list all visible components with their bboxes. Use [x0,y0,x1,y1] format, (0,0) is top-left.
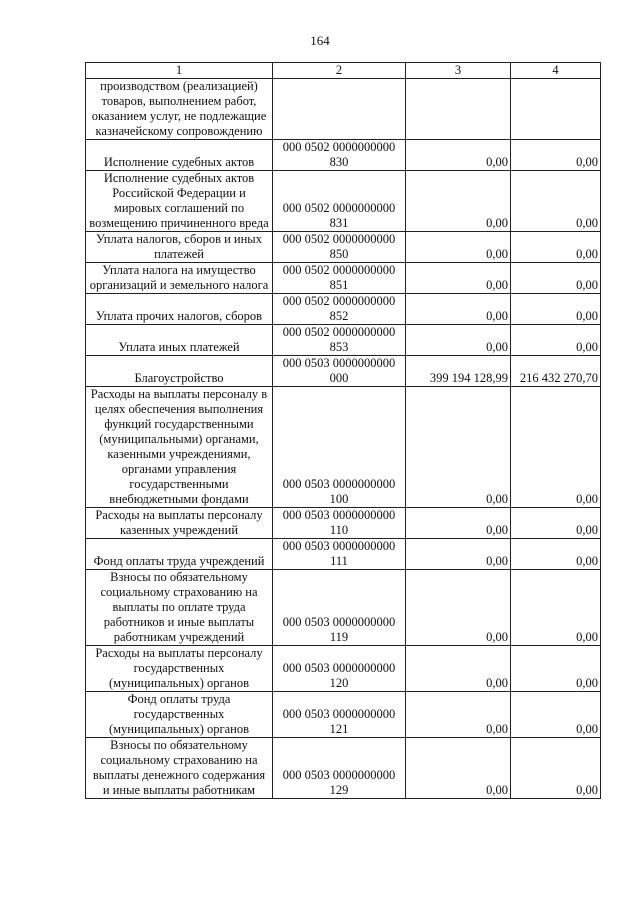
row-value-col3-cell: 0,00 [406,294,511,325]
table-row [86,508,601,539]
row-value-col4-cell: 0,00 [511,570,601,646]
row-name-cell: Взносы по обязательному социальному страхованию на выплаты денежного содержания и иные выплаты работникам [86,738,273,799]
row-value-col4-cell: 0,00 [511,171,601,232]
table-row [86,692,601,738]
row-code-cell: 000 0502 0000000000 850 [273,232,406,263]
row-name-cell: Уплата прочих налогов, сборов [86,294,273,325]
budget-table [85,62,601,799]
row-name-cell: производством (реализацией) товаров, выполнением работ, оказанием услуг, не подлежащие казначейскому сопровождению [86,79,273,140]
row-name-cell: Исполнение судебных актов Российской Федерации и мировых соглашений по возмещению причиненного вреда [86,171,273,232]
table-row [86,294,601,325]
row-value-col4-cell: 0,00 [511,140,601,171]
row-value-col3-cell: 0,00 [406,263,511,294]
column-header-3: 3 [406,63,511,79]
table-row [86,325,601,356]
page-number: 164 [310,33,330,48]
row-value-col3-cell: 399 194 128,99 [406,356,511,387]
table-row [86,140,601,171]
row-value-col4-cell: 0,00 [511,294,601,325]
row-code-cell: 000 0503 0000000000 119 [273,570,406,646]
row-value-col4-cell: 0,00 [511,387,601,508]
row-name-cell: Расходы на выплаты персоналу государственных (муниципальных) органов [86,646,273,692]
row-code-cell: 000 0503 0000000000 100 [273,387,406,508]
row-code-cell: 000 0503 0000000000 111 [273,539,406,570]
row-value-col3-cell: 0,00 [406,171,511,232]
row-value-col4-cell: 216 432 270,70 [511,356,601,387]
row-value-col4-cell: 0,00 [511,508,601,539]
table-row [86,570,601,646]
row-name-cell: Расходы на выплаты персоналу в целях обеспечения выполнения функций государственными (муниципальными) органами, казенными учреждениями, органами управления государственными внебюджетными фондами [86,387,273,508]
row-value-col3-cell [406,79,511,140]
row-value-col4-cell: 0,00 [511,263,601,294]
row-code-cell: 000 0503 0000000000 121 [273,692,406,738]
row-name-cell: Благоустройство [86,356,273,387]
table-row [86,356,601,387]
row-value-col4-cell: 0,00 [511,325,601,356]
row-value-col3-cell: 0,00 [406,692,511,738]
row-name-cell: Исполнение судебных актов [86,140,273,171]
row-name-cell: Уплата налогов, сборов и иных платежей [86,232,273,263]
table-row [86,539,601,570]
row-value-col3-cell: 0,00 [406,570,511,646]
row-name-cell: Фонд оплаты труда учреждений [86,539,273,570]
table-row [86,738,601,799]
table-row [86,79,601,140]
row-name-cell: Взносы по обязательному социальному страхованию на выплаты по оплате труда работников и иные выплаты работникам учреждений [86,570,273,646]
row-value-col4-cell: 0,00 [511,692,601,738]
row-value-col4-cell: 0,00 [511,232,601,263]
column-header-1: 1 [86,63,273,79]
row-value-col4-cell: 0,00 [511,646,601,692]
row-value-col3-cell: 0,00 [406,387,511,508]
table-row [86,646,601,692]
column-header-2: 2 [273,63,406,79]
row-code-cell: 000 0502 0000000000 852 [273,294,406,325]
table-row [86,263,601,294]
row-value-col3-cell: 0,00 [406,539,511,570]
row-code-cell [273,79,406,140]
row-code-cell: 000 0502 0000000000 851 [273,263,406,294]
row-name-cell: Расходы на выплаты персоналу казенных учреждений [86,508,273,539]
row-code-cell: 000 0502 0000000000 831 [273,171,406,232]
table-row [86,387,601,508]
row-name-cell: Фонд оплаты труда государственных (муниципальных) органов [86,692,273,738]
row-value-col3-cell: 0,00 [406,508,511,539]
row-value-col3-cell: 0,00 [406,140,511,171]
row-code-cell: 000 0503 0000000000 110 [273,508,406,539]
row-code-cell: 000 0503 0000000000 000 [273,356,406,387]
row-code-cell: 000 0502 0000000000 830 [273,140,406,171]
row-value-col4-cell: 0,00 [511,738,601,799]
row-name-cell: Уплата иных платежей [86,325,273,356]
column-header-4: 4 [511,63,601,79]
row-value-col4-cell [511,79,601,140]
table-header-row [86,63,601,79]
row-code-cell: 000 0503 0000000000 129 [273,738,406,799]
row-code-cell: 000 0502 0000000000 853 [273,325,406,356]
row-value-col4-cell: 0,00 [511,539,601,570]
row-value-col3-cell: 0,00 [406,646,511,692]
row-value-col3-cell: 0,00 [406,325,511,356]
row-value-col3-cell: 0,00 [406,738,511,799]
row-name-cell: Уплата налога на имущество организаций и земельного налога [86,263,273,294]
table-row [86,232,601,263]
row-value-col3-cell: 0,00 [406,232,511,263]
row-code-cell: 000 0503 0000000000 120 [273,646,406,692]
table-row [86,171,601,232]
